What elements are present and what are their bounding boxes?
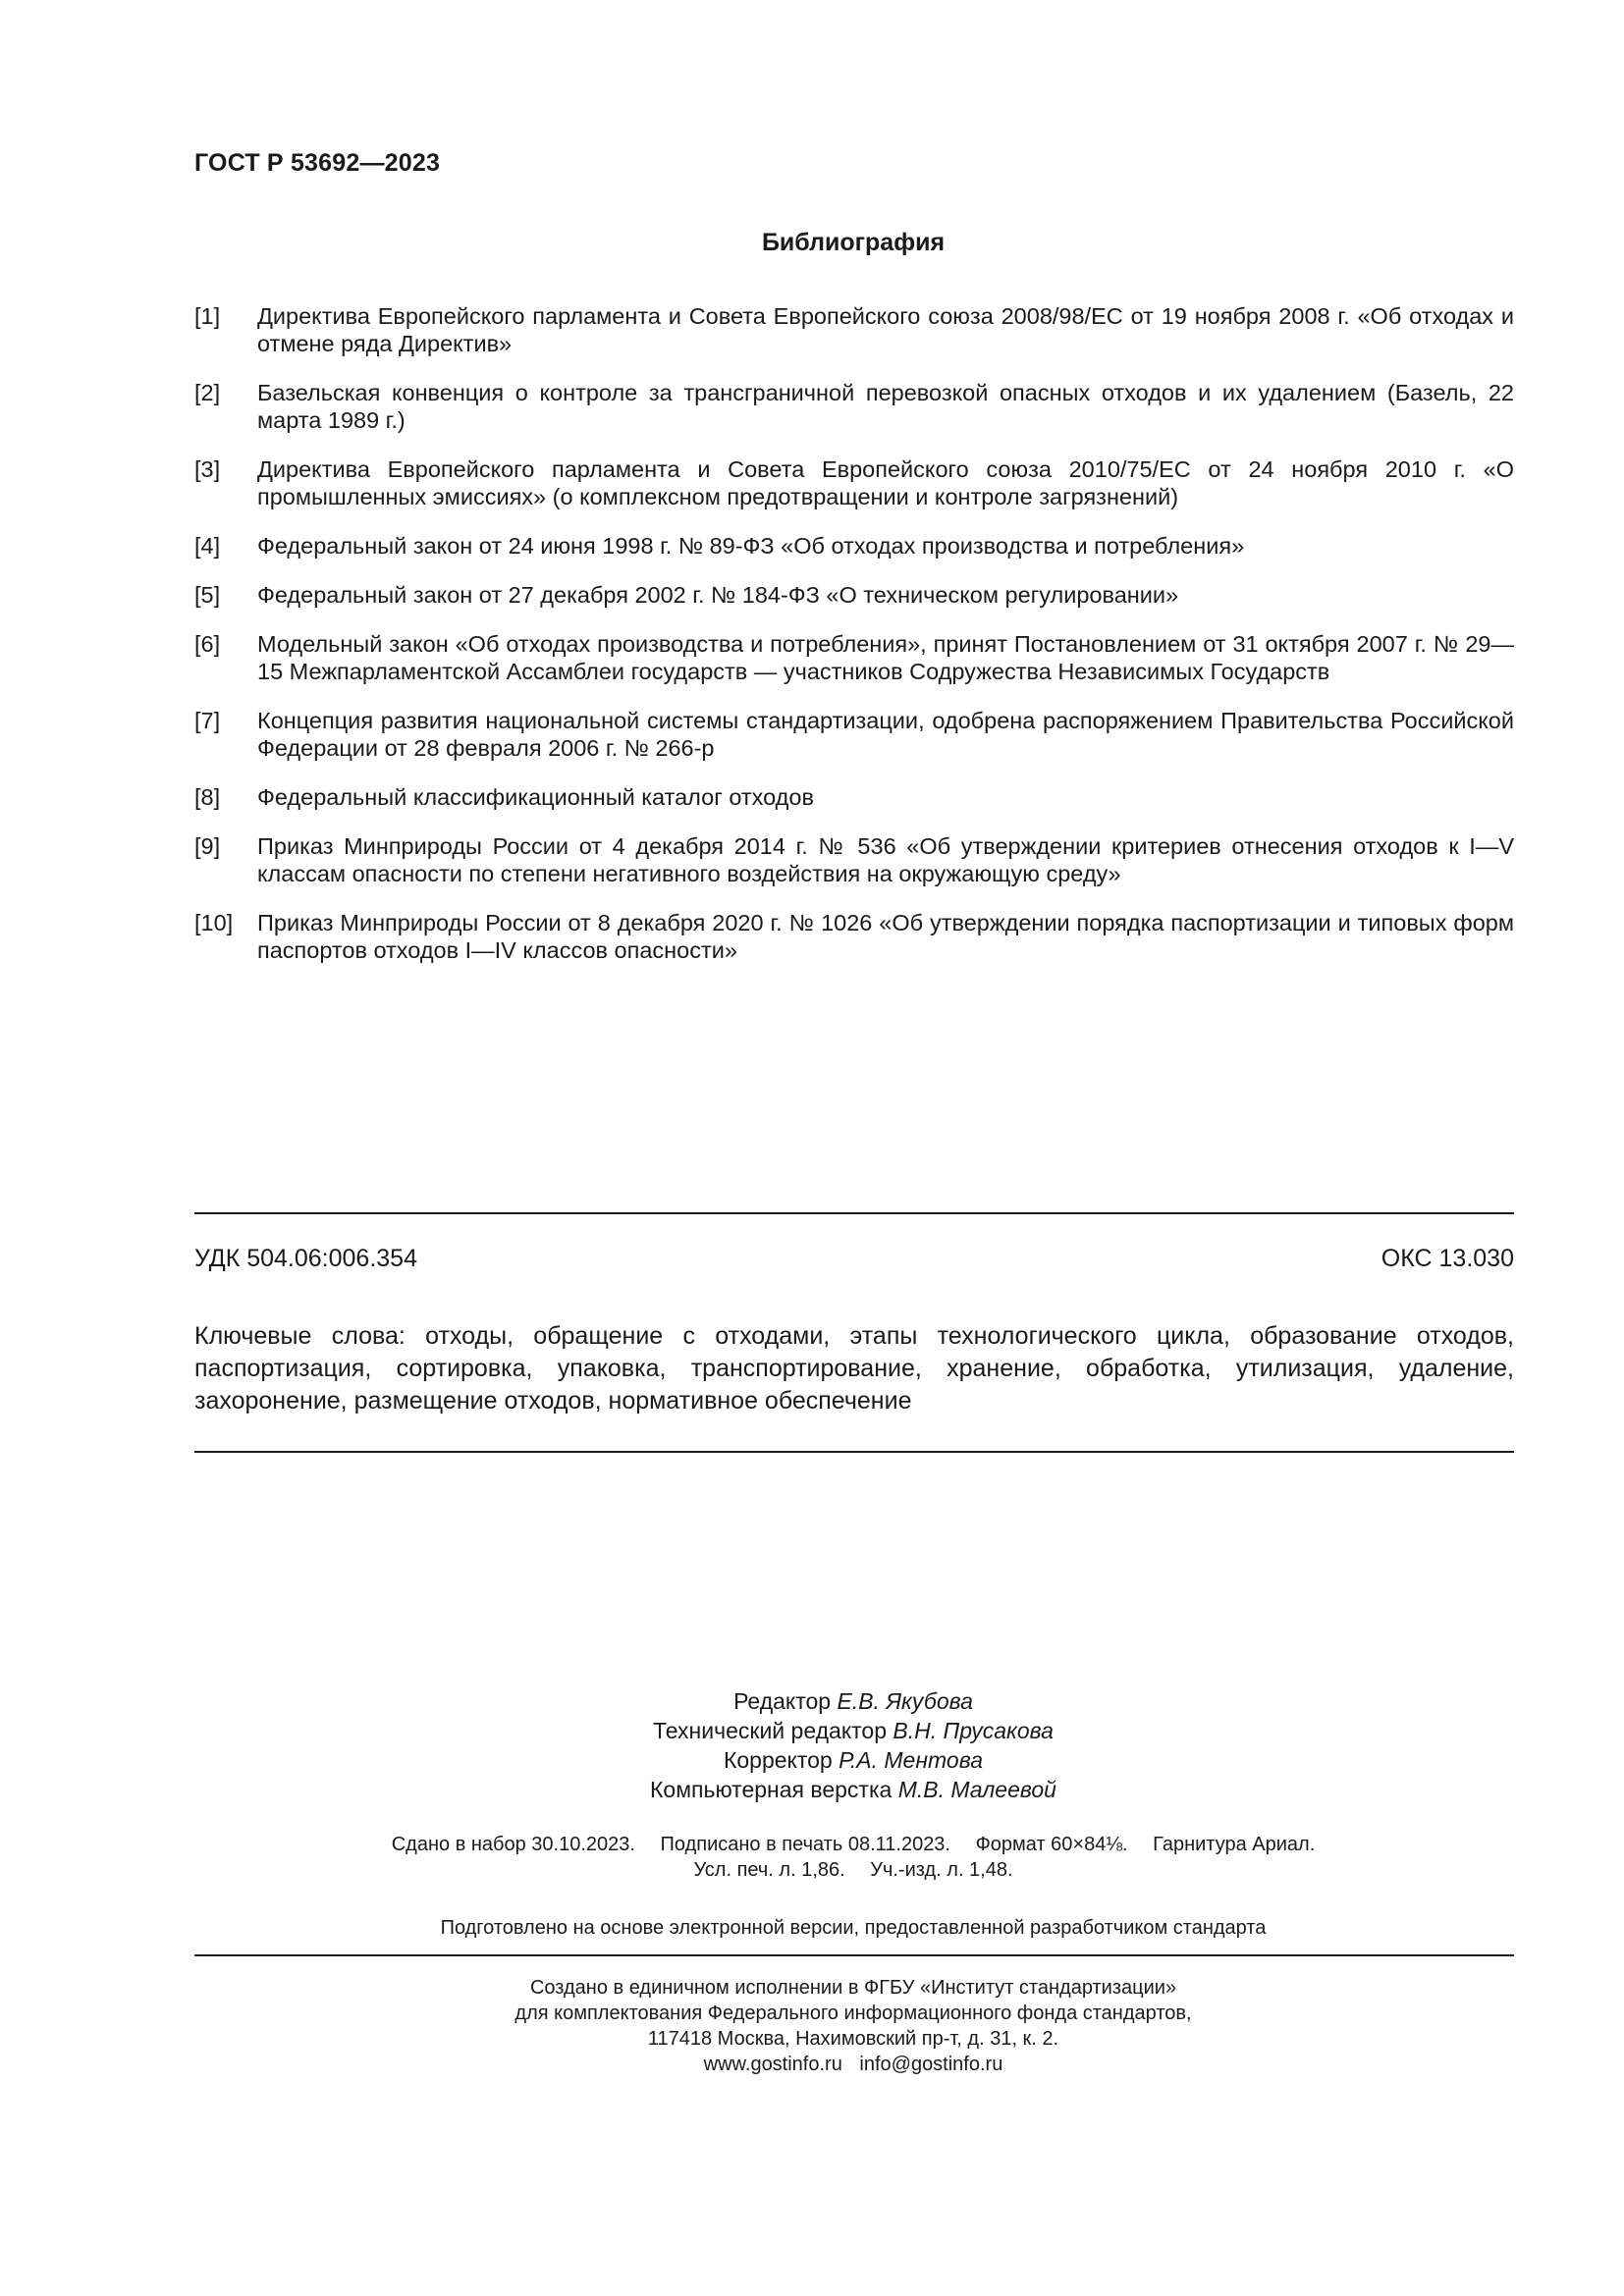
bibliography-item-text: Концепция развития национальной системы стандартизации, одобрена распоряжением Правительства Российской Федерации от 28 февраля 2006 г. № 266-р — [257, 708, 1514, 761]
signed-date: Подписано в печать 08.11.2023. — [660, 1834, 950, 1855]
bibliography-item — [194, 707, 1514, 762]
bibliography-item — [194, 832, 1514, 887]
submitted-date: Сдано в набор 30.10.2023. — [391, 1834, 635, 1855]
credit-role: Редактор — [733, 1688, 832, 1714]
bibliography-item-text: Директива Европейского парламента и Совета Европейского союза 2010/75/ЕС от 24 ноября 2010 г. «О промышленных эмиссиях» (о комплексном предотвращении и контроле загрязнений) — [257, 456, 1514, 509]
website-link[interactable]: www.gostinfo.ru — [703, 2054, 842, 2075]
publisher-block — [0, 1975, 1624, 2077]
bibliography-item-text: Приказ Минприроды России от 8 декабря 2020 г. № 1026 «Об утверждении порядка паспортизации и типовых форм паспортов отходов I—IV классов опасности» — [257, 910, 1514, 963]
prepared-note: Подготовлено на основе электронной версии, предоставленной разработчиком стандарта — [440, 1917, 1267, 1939]
bibliography-item-number: [9] — [194, 833, 221, 859]
credits-block — [0, 1686, 1624, 1804]
bibliography-list — [194, 302, 1514, 986]
print-info-line-2 — [0, 1857, 1624, 1883]
bibliography-item-number: [2] — [194, 380, 221, 405]
bibliography-item-text: Директива Европейского парламента и Совета Европейского союза 2008/98/ЕС от 19 ноября 2008 г. «Об отходах и отмене ряда Директив» — [257, 303, 1514, 356]
publisher-line: для комплектования Федерального информационного фонда стандартов, — [514, 2002, 1192, 2024]
bibliography-item — [194, 532, 1514, 560]
bibliography-item — [194, 909, 1514, 964]
bibliography-title: Библиография — [761, 229, 946, 256]
bibliography-item-text: Федеральный закон от 24 июня 1998 г. № 89-ФЗ «Об отходах производства и потребления» — [257, 533, 1245, 559]
bibliography-item-text: Федеральный классификационный каталог отходов — [257, 784, 814, 810]
credit-line — [0, 1775, 1624, 1804]
bibliography-item-number: [10] — [194, 910, 234, 935]
print-sheets: Усл. печ. л. 1,86. — [693, 1859, 845, 1881]
divider-keywords — [194, 1451, 1514, 1453]
typeface: Гарнитура Ариал. — [1153, 1834, 1316, 1855]
bibliography-item-number: [6] — [194, 631, 221, 657]
credit-role: Компьютерная верстка — [650, 1777, 893, 1802]
bibliography-item-number: [3] — [194, 456, 221, 482]
paper-format: Формат 60×84⅛. — [975, 1834, 1128, 1855]
divider-top — [194, 1212, 1514, 1214]
bibliography-item-number: [8] — [194, 784, 221, 810]
bibliography-item — [194, 455, 1514, 510]
oks-code: ОКС 13.030 — [1380, 1245, 1514, 1272]
bibliography-item — [194, 302, 1514, 357]
credit-line — [0, 1686, 1624, 1716]
credit-person: Е.В. Якубова — [837, 1688, 973, 1714]
keywords: Ключевые слова: отходы, обращение с отходами, этапы технологического цикла, образование отходов, паспортизация, сортировка, упаковка, транспортирование, хранение, обработка, утилизация, удаление, захоронение, размещение отходов, нормативное обеспечение — [194, 1322, 1514, 1415]
print-info — [0, 1832, 1624, 1883]
divider-publisher — [194, 1954, 1514, 1956]
publication-sheets: Уч.-изд. л. 1,48. — [870, 1859, 1013, 1881]
udk-code: УДК 504.06:006.354 — [194, 1245, 417, 1272]
publisher-address: 117418 Москва, Нахимовский пр-т, д. 31, к. 2. — [647, 2028, 1059, 2050]
bibliography-item — [194, 630, 1514, 685]
publisher-contacts — [0, 2052, 1624, 2077]
print-info-line-1 — [0, 1832, 1624, 1857]
bibliography-item-number: [1] — [194, 303, 221, 329]
document-code: ГОСТ Р 53692—2023 — [194, 149, 441, 177]
credit-person: Р.А. Ментова — [839, 1747, 983, 1773]
credit-role: Технический редактор — [653, 1718, 888, 1743]
publisher-line: Создано в единичном исполнении в ФГБУ «Институт стандартизации» — [529, 1977, 1177, 1999]
credit-person: В.Н. Прусакова — [893, 1718, 1054, 1743]
credit-line — [0, 1745, 1624, 1775]
bibliography-item — [194, 581, 1514, 609]
bibliography-item-text: Модельный закон «Об отходах производства и потребления», принят Постановлением от 31 октября 2007 г. № 29—15 Межпарламентской Ассамблеи государств — участников Содружества Независимых Государств — [257, 631, 1514, 684]
bibliography-item-number: [5] — [194, 582, 221, 608]
bibliography-item-number: [7] — [194, 708, 221, 733]
bibliography-item-text: Федеральный закон от 27 декабря 2002 г. № 184-ФЗ «О техническом регулировании» — [257, 582, 1179, 608]
bibliography-item-text: Базельская конвенция о контроле за трансграничной перевозкой опасных отходов и их удалением (Базель, 22 марта 1989 г.) — [257, 380, 1514, 433]
credit-line — [0, 1716, 1624, 1745]
bibliography-item-text: Приказ Минприроды России от 4 декабря 2014 г. № 536 «Об утверждении критериев отнесения отходов к I—V классам опасности по степени негативного воздействия на окружающую среду» — [257, 833, 1514, 886]
bibliography-item — [194, 783, 1514, 811]
bibliography-item — [194, 379, 1514, 434]
email-link[interactable]: info@gostinfo.ru — [859, 2054, 1003, 2075]
credit-role: Корректор — [723, 1747, 833, 1773]
credit-person: М.В. Малеевой — [897, 1777, 1056, 1802]
bibliography-item-number: [4] — [194, 533, 221, 559]
